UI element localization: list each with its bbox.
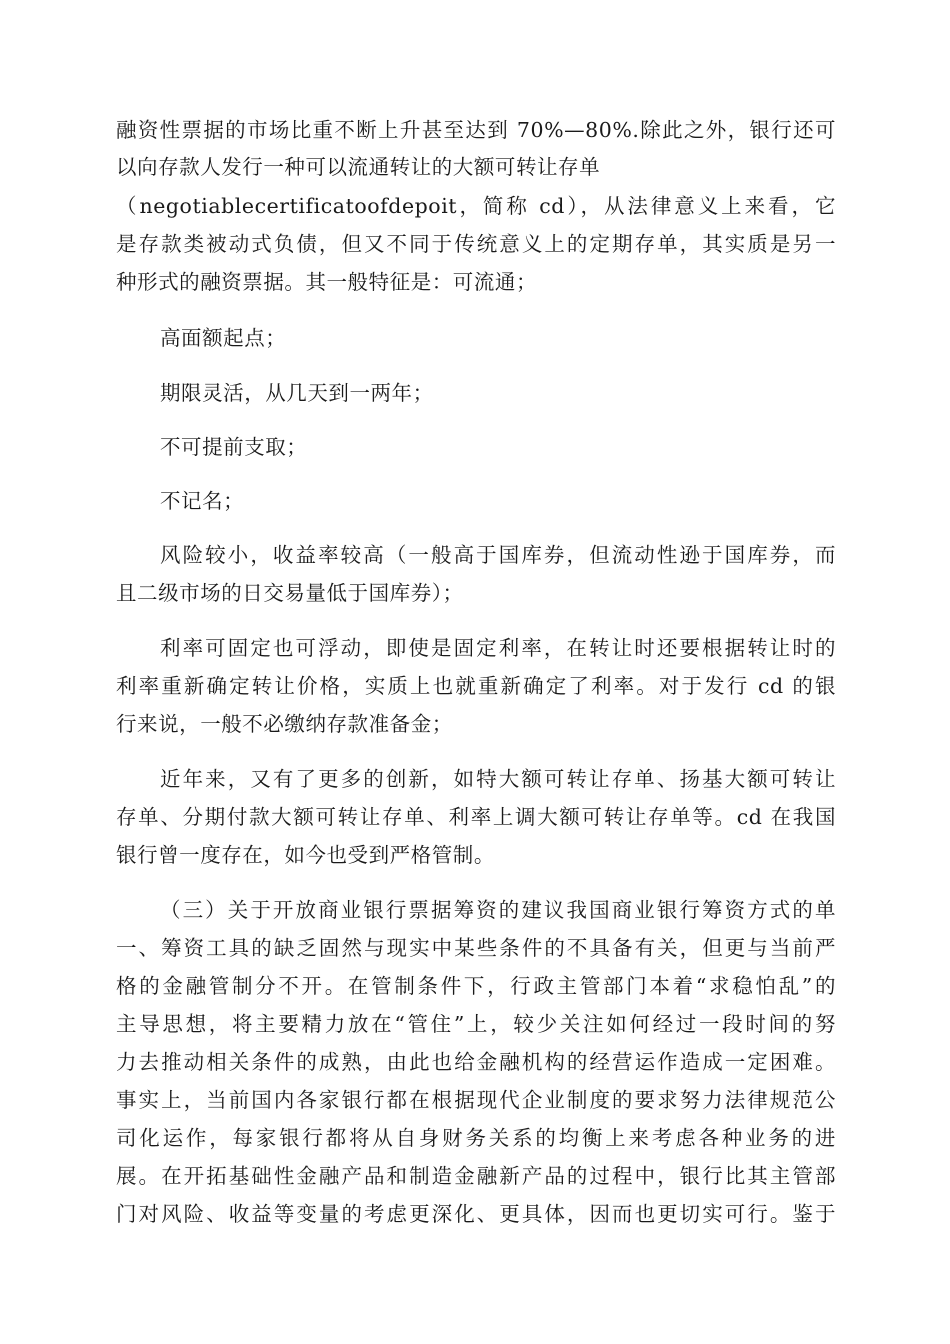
- text-line: 格的金融管制分不开。在管制条件下，行政主管部门本着“求稳怕乱”的: [116, 974, 836, 998]
- text-line: 种形式的融资票据。其一般特征是：可流通；: [116, 270, 537, 294]
- text-line: 行来说，一般不必缴纳存款准备金；: [116, 712, 453, 736]
- list-item: 期限灵活，从几天到一两年；: [160, 381, 434, 405]
- text-line: 以向存款人发行一种可以流通转让的大额可转让存单: [116, 155, 601, 179]
- text-line: 一、筹资工具的缺乏固然与现实中某些条件的不具备有关，但更与当前严: [116, 936, 836, 960]
- list-item: 不记名；: [160, 489, 245, 513]
- text-line: 司化运作，每家银行都将从自身财务关系的均衡上来考虑各种业务的进: [116, 1126, 836, 1150]
- text-line: 且二级市场的日交易量低于国库券）；: [116, 581, 464, 605]
- text-line: 利率重新确定转让价格，实质上也就重新确定了利率。对于发行 cd 的银: [116, 674, 836, 698]
- text-line: （negotiablecertificatoofdepoit，简称 cd），从法律意义上来看，它: [116, 194, 836, 218]
- list-item: 高面额起点；: [160, 326, 287, 350]
- paragraph-line: （三）关于开放商业银行票据筹资的建议我国商业银行筹资方式的单: [160, 898, 836, 922]
- text-line: 是存款类被动式负债，但又不同于传统意义上的定期存单，其实质是另一: [116, 232, 836, 256]
- text-line: 事实上，当前国内各家银行都在根据现代企业制度的要求努力法律规范公: [116, 1088, 836, 1112]
- text-line: 展。在开拓基础性金融产品和制造金融新产品的过程中，银行比其主管部: [116, 1164, 836, 1188]
- list-item: 不可提前支取；: [160, 435, 308, 459]
- list-item: 利率可固定也可浮动，即使是固定利率，在转让时还要根据转让时的: [160, 636, 836, 660]
- list-item: 风险较小，收益率较高（一般高于国库券，但流动性逊于国库券，而: [160, 543, 836, 567]
- text-line: 门对风险、收益等变量的考虑更深化、更具体，因而也更切实可行。鉴于: [116, 1202, 836, 1226]
- paragraph-line: 近年来，又有了更多的创新，如特大额可转让存单、扬基大额可转让: [160, 767, 836, 791]
- text-line: 存单、分期付款大额可转让存单、利率上调大额可转让存单等。cd 在我国: [116, 805, 836, 829]
- text-line: 银行曾一度存在，如今也受到严格管制。: [116, 843, 495, 867]
- text-line: 融资性票据的市场比重不断上升甚至达到 70%—80%.除此之外，银行还可: [116, 118, 836, 142]
- text-line: 主导思想，将主要精力放在“管住”上，较少关注如何经过一段时间的努: [116, 1012, 836, 1036]
- text-line: 力去推动相关条件的成熟，由此也给金融机构的经营运作造成一定困难。: [116, 1050, 836, 1074]
